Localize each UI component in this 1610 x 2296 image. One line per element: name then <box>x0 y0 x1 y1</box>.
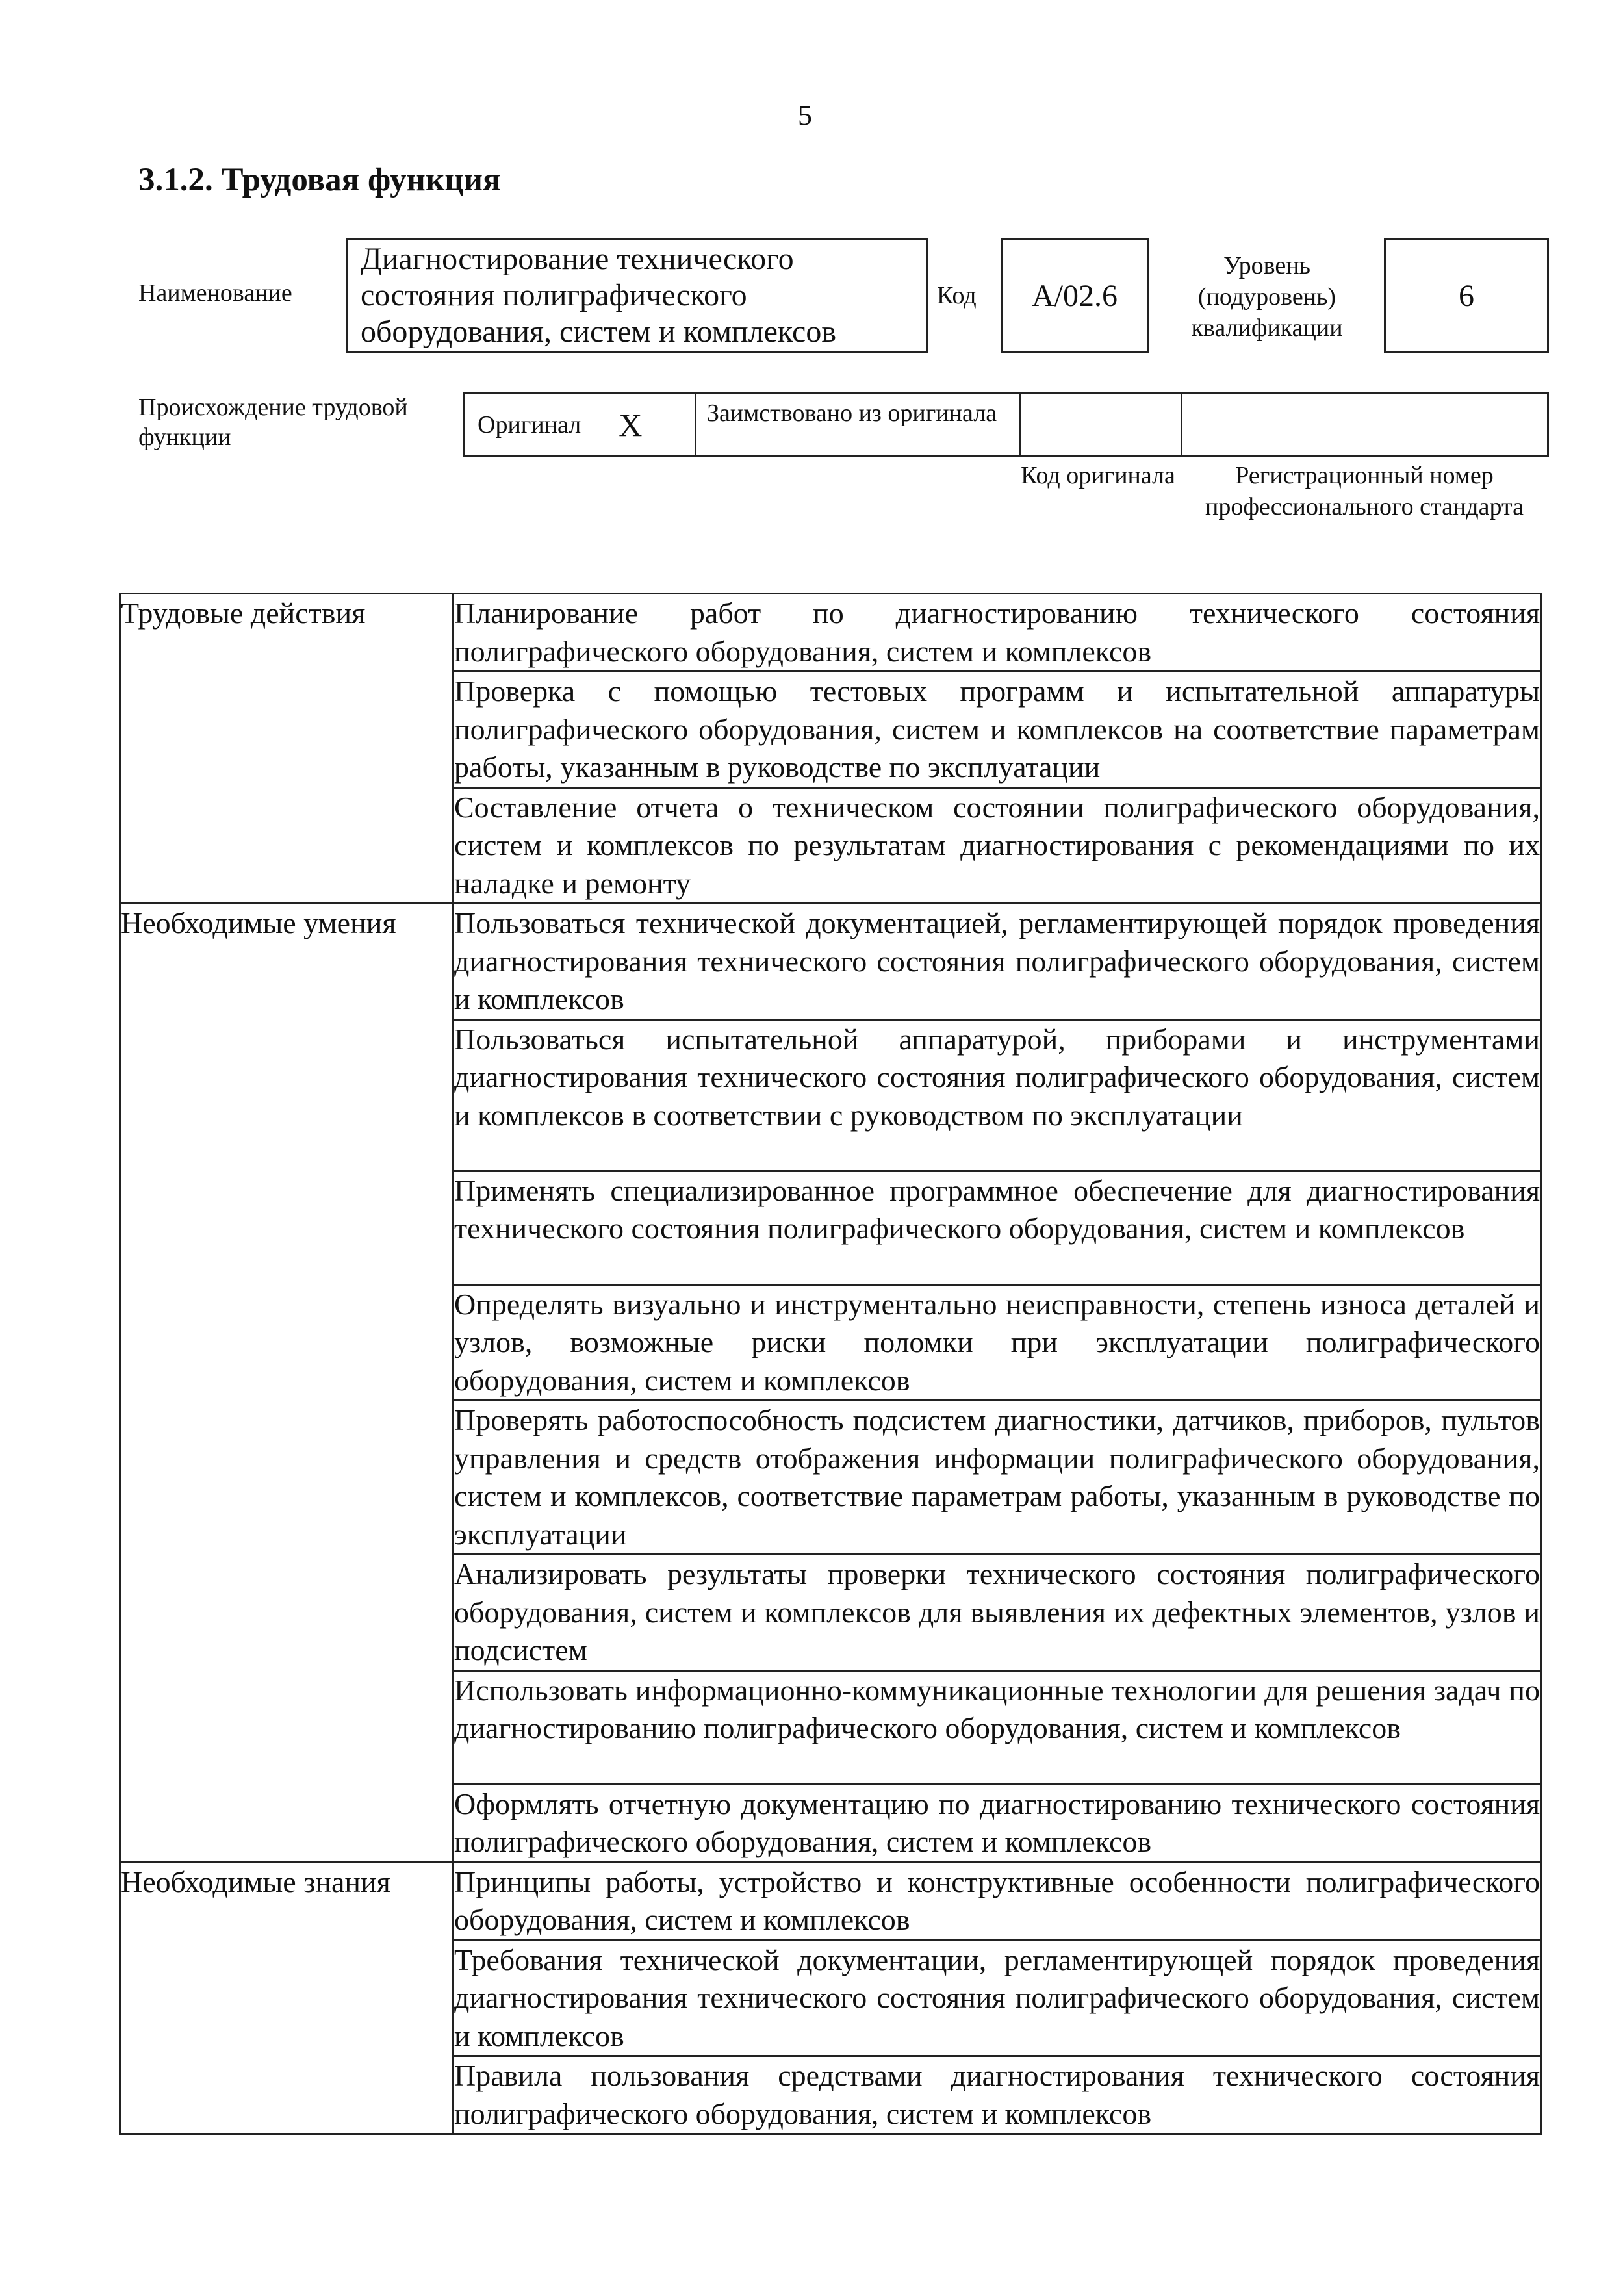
borrowed-label: Заимствовано из оригинала <box>696 394 1021 455</box>
table-row <box>120 1862 1541 1940</box>
function-table <box>119 593 1542 2135</box>
origin-label: Происхождение трудовой функции <box>138 394 408 451</box>
item-cell: Проверять работоспособность подсистем диагностики, датчиков, приборов, пультов управления и средств отображения информации полиграфического оборудования, систем и комплексов, соответствие параметрам работы, указанным в руководстве по эксплуатации <box>454 1401 1541 1555</box>
item-cell: Оформлять отчетную документацию по диагностированию технического состояния полиграфического оборудования, систем и комплексов <box>454 1784 1541 1862</box>
item-cell: Требования технической документации, регламентирующей порядок проведения диагностирования технического состояния полиграфического оборудования, систем и комплексов <box>454 1940 1541 2056</box>
item-cell: Определять визуально и инструментально неисправности, степень износа деталей и узлов, возможные риски поломки при эксплуатации полиграфического оборудования, систем и комплексов <box>454 1284 1541 1401</box>
table-row <box>120 904 1541 1020</box>
item-cell: Применять специализированное программное обеспечение для диагностирования технического состояния полиграфического оборудования, систем и комплексов <box>454 1171 1541 1284</box>
origin-row <box>463 392 1549 457</box>
item-cell: Пользоваться технической документацией, регламентирующей порядок проведения диагностирования технического состояния полиграфического оборудования, систем и комплексов <box>454 904 1541 1020</box>
code-original-caption: Код оригинала <box>1021 462 1175 489</box>
item-cell: Планирование работ по диагностированию технического состояния полиграфического оборудования, систем и комплексов <box>454 594 1541 672</box>
item-cell: Использовать информационно-коммуникационные технологии для решения задач по диагностированию полиграфического оборудования, систем и комплексов <box>454 1670 1541 1784</box>
item-cell: Проверка с помощью тестовых программ и испытательной аппаратуры полиграфического оборудования, систем и комплексов на соответствие параметрам работы, указанным в руководстве по эксплуатации <box>454 672 1541 788</box>
reg-number-cell <box>1182 394 1547 455</box>
category-cell: Необходимые знания <box>120 1862 454 2134</box>
origin-original-cell <box>465 394 696 455</box>
table-row <box>120 594 1541 672</box>
level-value: 6 <box>1384 238 1549 353</box>
code-original-cell <box>1021 394 1182 455</box>
original-mark: X <box>619 407 643 443</box>
section-title: 3.1.2. Трудовая функция <box>138 162 501 198</box>
reg-number-caption: Регистрационный номер профессионального стандарта <box>1205 462 1524 520</box>
item-cell: Принципы работы, устройство и конструктивные особенности полиграфического оборудования, систем и комплексов <box>454 1862 1541 1940</box>
original-label: Оригинал <box>478 411 581 439</box>
level-label: Уровень (подуровень) квалификации <box>1191 252 1343 342</box>
name-value: Диагностирование технического состояния полиграфического оборудования, систем и комплексов <box>346 238 928 353</box>
item-cell: Составление отчета о техническом состоянии полиграфического оборудования, систем и комплексов по результатам диагностирования с рекомендациями по их наладке и ремонту <box>454 787 1541 904</box>
category-cell: Необходимые умения <box>120 904 454 1863</box>
code-value: A/02.6 <box>1001 238 1149 353</box>
item-cell: Анализировать результаты проверки технического состояния полиграфического оборудования, систем и комплексов для выявления их дефектных элементов, узлов и подсистем <box>454 1555 1541 1671</box>
item-cell: Правила пользования средствами диагностирования технического состояния полиграфического оборудования, систем и комплексов <box>454 2056 1541 2134</box>
category-cell: Трудовые действия <box>120 594 454 904</box>
page-number: 5 <box>798 99 812 131</box>
name-label: Наименование <box>138 279 292 307</box>
code-label: Код <box>937 282 977 309</box>
item-cell: Пользоваться испытательной аппаратурой, приборами и инструментами диагностирования технического состояния полиграфического оборудования, систем и комплексов в соответствии с руководством по эксплуатации <box>454 1019 1541 1171</box>
